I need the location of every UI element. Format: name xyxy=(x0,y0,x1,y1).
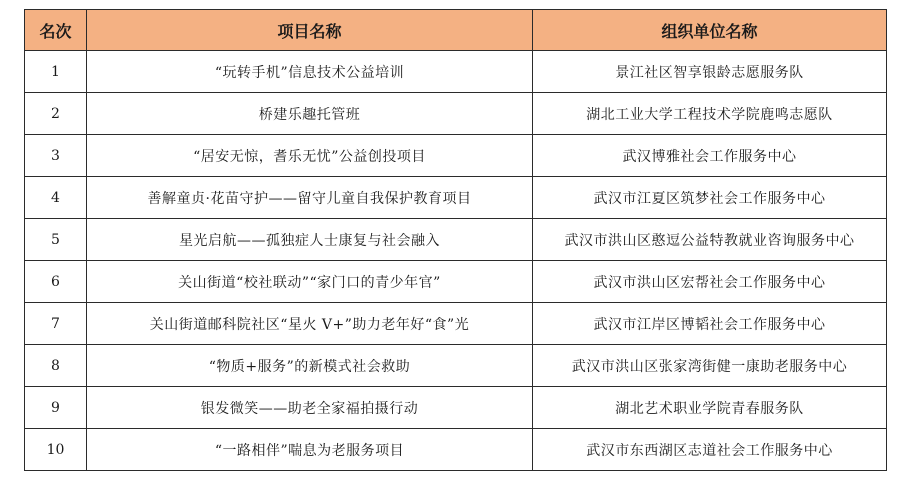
org-name-cell: 武汉市东西湖区志道社会工作服务中心 xyxy=(533,429,887,471)
org-name-cell: 武汉市江夏区筑梦社会工作服务中心 xyxy=(533,177,887,219)
org-name-cell: 湖北艺术职业学院青春服务队 xyxy=(533,387,887,429)
project-name-cell: 银发微笑——助老全家福拍摄行动 xyxy=(87,387,533,429)
project-name-cell: “一路相伴”喘息为老服务项目 xyxy=(87,429,533,471)
table-row xyxy=(25,387,887,429)
rank-cell: 1 xyxy=(25,51,87,93)
ranking-table xyxy=(24,9,887,471)
rank-cell: 4 xyxy=(25,177,87,219)
rank-cell: 10 xyxy=(25,429,87,471)
project-name-cell: “物质+服务”的新模式社会救助 xyxy=(87,345,533,387)
project-name-cell: 关山街道邮科院社区“星火 V+”助力老年好“食”光 xyxy=(87,303,533,345)
table-row xyxy=(25,219,887,261)
rank-cell: 3 xyxy=(25,135,87,177)
table-row xyxy=(25,303,887,345)
rank-cell: 5 xyxy=(25,219,87,261)
header-org-name: 组织单位名称 xyxy=(533,10,887,51)
table-row xyxy=(25,261,887,303)
rank-cell: 7 xyxy=(25,303,87,345)
table-row xyxy=(25,345,887,387)
project-name-cell: “居安无惊，耆乐无忧”公益创投项目 xyxy=(87,135,533,177)
rank-cell: 6 xyxy=(25,261,87,303)
header-project-name: 项目名称 xyxy=(87,10,533,51)
org-name-cell: 武汉市洪山区张家湾街健一康助老服务中心 xyxy=(533,345,887,387)
project-name-cell: “玩转手机”信息技术公益培训 xyxy=(87,51,533,93)
org-name-cell: 武汉市江岸区博韬社会工作服务中心 xyxy=(533,303,887,345)
table-row xyxy=(25,51,887,93)
table-row xyxy=(25,177,887,219)
org-name-cell: 景江社区智享银龄志愿服务队 xyxy=(533,51,887,93)
org-name-cell: 武汉博雅社会工作服务中心 xyxy=(533,135,887,177)
table-row xyxy=(25,135,887,177)
org-name-cell: 武汉市洪山区憨逗公益特教就业咨询服务中心 xyxy=(533,219,887,261)
header-rank: 名次 xyxy=(25,10,87,51)
table-header xyxy=(25,10,887,51)
org-name-cell: 武汉市洪山区宏帮社会工作服务中心 xyxy=(533,261,887,303)
project-name-cell: 善解童贞·花苗守护——留守儿童自我保护教育项目 xyxy=(87,177,533,219)
table-row xyxy=(25,429,887,471)
header-row xyxy=(25,10,887,51)
rank-cell: 2 xyxy=(25,93,87,135)
table-row xyxy=(25,93,887,135)
rank-cell: 8 xyxy=(25,345,87,387)
table-body xyxy=(25,51,887,471)
ranking-table-container xyxy=(24,9,886,471)
project-name-cell: 关山街道“校社联动”“家门口的青少年官” xyxy=(87,261,533,303)
project-name-cell: 星光启航——孤独症人士康复与社会融入 xyxy=(87,219,533,261)
rank-cell: 9 xyxy=(25,387,87,429)
org-name-cell: 湖北工业大学工程技术学院鹿鸣志愿队 xyxy=(533,93,887,135)
project-name-cell: 桥建乐趣托管班 xyxy=(87,93,533,135)
